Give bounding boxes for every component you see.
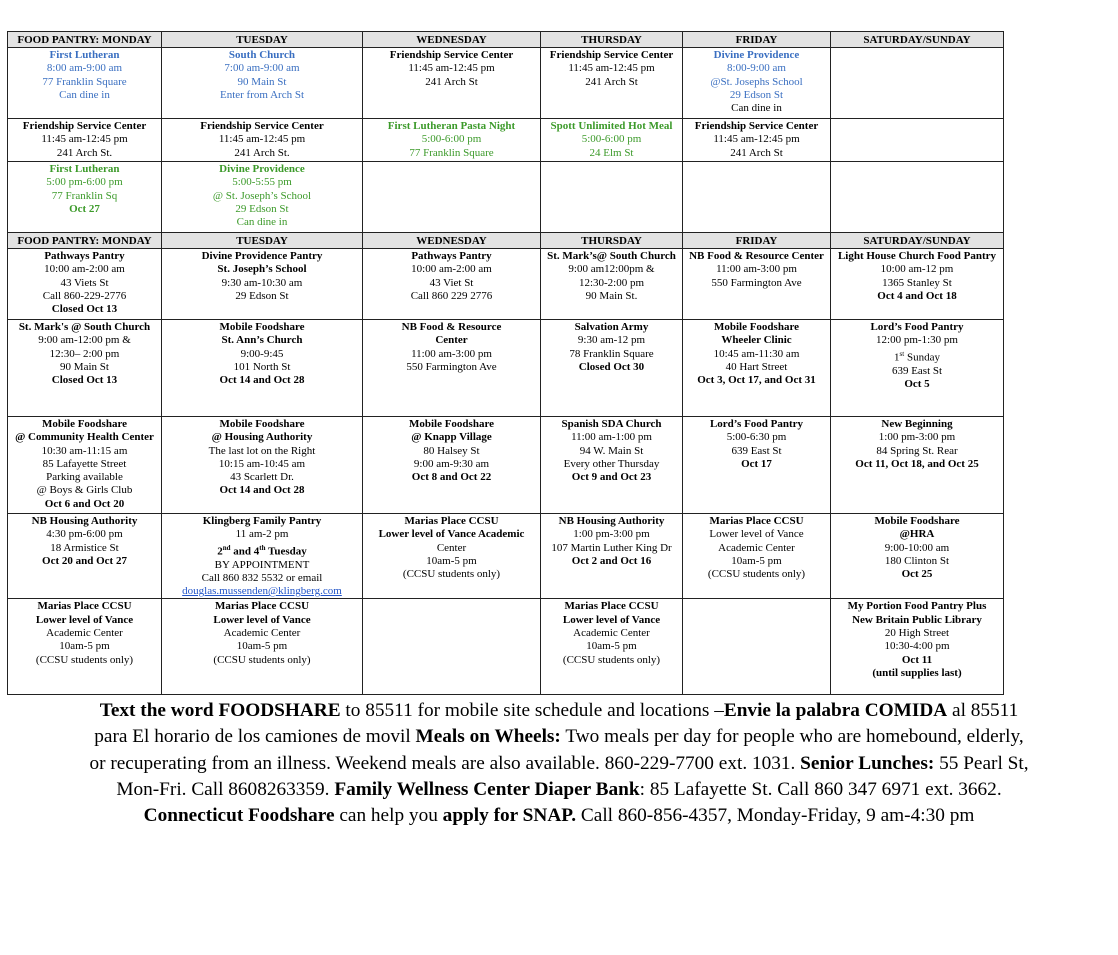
pantry-detail: 8:00 am-9:00 am <box>46 62 123 75</box>
pantry-detail: 9:30 am-12 pm <box>577 334 646 347</box>
pantry-detail: 94 W. Main St <box>579 444 644 457</box>
pantry-detail: Oct 9 and Oct 23 <box>571 471 652 484</box>
header-row <box>8 233 1004 249</box>
pantry-detail: 40 Hart Street <box>725 360 788 373</box>
header-thursday: THURSDAY <box>541 32 683 48</box>
pantry-detail: 90 Main St <box>60 360 109 373</box>
cell-wednesday <box>363 514 541 599</box>
pantry-detail: 7:00 am-9:00 am <box>224 62 300 75</box>
pantry-detail: 43 Viet St <box>429 276 474 289</box>
schedule-row <box>8 162 1004 233</box>
pantry-detail: Academic Center <box>223 627 301 640</box>
pantry-detail: Oct 4 and Oct 18 <box>877 289 957 302</box>
pantry-detail: 10:00 am-2:00 am <box>44 263 125 276</box>
pantry-detail: 11:00 am-3:00 pm <box>411 347 492 360</box>
pantry-name: Light House Church Food Pantry <box>837 250 997 262</box>
schedule-row <box>8 514 1004 599</box>
pantry-detail: 550 Farmington Ave <box>406 360 497 373</box>
cell-thursday <box>541 48 683 119</box>
pantry-detail: Oct 20 and Oct 27 <box>42 554 127 567</box>
pantry-detail: Parking available <box>46 471 123 484</box>
pantry-detail: Oct 5 <box>904 377 930 390</box>
pantry-detail: 10:45 am-11:30 am <box>713 347 800 360</box>
pantry-detail: 84 Spring St. Rear <box>876 444 958 457</box>
pantry-detail: (CCSU students only) <box>562 653 661 666</box>
pantry-detail: Lower level of Vance <box>35 613 134 626</box>
pantry-name: Lord’s Food Pantry <box>709 418 804 430</box>
pantry-detail: Oct 17 <box>741 457 772 470</box>
schedule-row <box>8 249 1004 320</box>
pantry-name: Lord’s Food Pantry <box>870 321 964 333</box>
pantry-name: Marias Place CCSU <box>214 600 310 613</box>
schedule-row <box>8 320 1004 417</box>
footer-text: para El horario de los camiones de movil <box>94 726 416 748</box>
footer-line <box>0 751 1118 777</box>
schedule-row <box>8 417 1004 514</box>
pantry-detail: Oct 3, Oct 17, and Oct 31 <box>697 374 816 387</box>
cell-tuesday <box>162 417 363 514</box>
cell-monday <box>8 249 162 320</box>
pantry-detail: 10:15 am-10:45 am <box>218 457 306 470</box>
pantry-detail: (until supplies last) <box>872 666 962 679</box>
pantry-detail: 90 Main St <box>237 75 287 88</box>
header-friday: FRIDAY <box>683 32 831 48</box>
pantry-detail: 10am-5 pm <box>59 640 110 653</box>
pantry-detail: Oct 14 and Oct 28 <box>219 374 305 387</box>
pantry-detail: 9:00 am-12:00 pm & <box>38 334 131 347</box>
footer-line <box>0 777 1118 803</box>
cell-friday <box>683 320 831 417</box>
footer-text: : 85 Lafayette St. Call 860 347 6971 ext. 3662. <box>639 778 1002 800</box>
pantry-detail: 18 Armistice St <box>50 541 119 554</box>
footer-line <box>0 803 1118 829</box>
pantry-detail: @ Community Health Center <box>15 431 154 444</box>
pantry-detail: Can dine in <box>731 102 782 115</box>
pantry-name: Mobile Foodshare <box>219 321 305 333</box>
pantry-detail: 11:45 am-12:45 pm <box>568 62 655 75</box>
footer-text: Two meals per day for people who are homebound, elderly, <box>560 726 1024 748</box>
cell-monday <box>8 320 162 417</box>
pantry-detail: 12:00 pm-1:30 pm <box>876 334 958 347</box>
pantry-detail: (CCSU students only) <box>213 653 311 666</box>
pantry-name: Friendship Service Center <box>200 120 324 132</box>
cell-thursday <box>541 599 683 695</box>
food-pantry-schedule-table <box>7 31 1004 695</box>
pantry-detail: 80 Halsey St <box>423 444 480 457</box>
pantry-name: Divine Providence Pantry <box>201 250 323 262</box>
cell-monday <box>8 48 162 119</box>
pantry-detail: 5:00-6:30 pm <box>726 431 787 444</box>
cell-weekend <box>831 119 1004 162</box>
pantry-detail: 1365 Stanley St <box>882 276 952 289</box>
pantry-detail: 11:45 am-12:45 pm <box>218 133 306 146</box>
pantry-detail: 5:00-6:00 pm <box>581 133 642 146</box>
header-monday: FOOD PANTRY: MONDAY <box>8 32 162 48</box>
pantry-detail: Call 860 832 5532 or email <box>201 571 323 584</box>
pantry-detail: Academic Center <box>718 541 795 554</box>
pantry-name: Pathways Pantry <box>411 250 492 262</box>
footer-highlight: Family Wellness Center Diaper Bank <box>334 778 640 800</box>
pantry-detail: Oct 2 and Oct 16 <box>571 554 652 567</box>
pantry-detail: 10am-5 pm <box>731 554 782 567</box>
header-friday: FRIDAY <box>683 233 831 249</box>
cell-friday <box>683 249 831 320</box>
pantry-detail: 5:00-6:00 pm <box>421 133 482 146</box>
pantry-detail: 180 Clinton St <box>884 554 950 567</box>
header-wednesday: WEDNESDAY <box>363 32 541 48</box>
cell-monday <box>8 119 162 162</box>
pantry-name: NB Food & Resource Center <box>689 250 824 262</box>
cell-weekend <box>831 599 1004 695</box>
pantry-name: Spanish SDA Church <box>561 418 662 430</box>
cell-wednesday <box>363 599 541 695</box>
pantry-detail: 1:00 pm-3:00 pm <box>878 431 956 444</box>
pantry-detail: The last lot on the Right <box>208 444 316 457</box>
header-tuesday: TUESDAY <box>162 32 363 48</box>
cell-tuesday <box>162 320 363 417</box>
pantry-name: Salvation Army <box>574 321 649 333</box>
pantry-detail: 2nd and 4th Tuesday <box>217 543 307 558</box>
cell-thursday <box>541 417 683 514</box>
pantry-name: Divine Providence <box>219 163 305 175</box>
cell-weekend <box>831 320 1004 417</box>
pantry-detail: 107 Martin Luther King Dr <box>551 541 672 554</box>
cell-friday <box>683 162 831 233</box>
pantry-detail: Academic Center <box>46 627 123 640</box>
cell-tuesday <box>162 119 363 162</box>
pantry-detail: 10:00 am-12 pm <box>880 263 954 276</box>
pantry-detail: 9:00-9:45 <box>240 347 284 360</box>
pantry-detail: 241 Arch St <box>585 75 638 88</box>
header-weekend: SATURDAY/SUNDAY <box>831 233 1004 249</box>
pantry-detail: 10am-5 pm <box>236 640 288 653</box>
pantry-detail: 24 Elm St <box>589 146 634 159</box>
header-wednesday: WEDNESDAY <box>363 233 541 249</box>
pantry-name: Mobile Foodshare <box>219 418 305 430</box>
pantry-detail: St. Ann’s Church <box>221 334 303 347</box>
pantry-name: My Portion Food Pantry Plus <box>847 600 987 613</box>
pantry-detail: 10:00 am-2:00 am <box>411 263 492 276</box>
pantry-detail: 77 Franklin Square <box>42 75 127 88</box>
cell-thursday <box>541 162 683 233</box>
footer-highlight: Senior Lunches: <box>800 752 935 774</box>
footer-text: 55 Pearl St, <box>934 752 1029 774</box>
pantry-detail: 10am-5 pm <box>586 640 637 653</box>
pantry-detail: St. Joseph’s School <box>217 263 307 276</box>
pantry-name: Klingberg Family Pantry <box>202 515 322 527</box>
cell-weekend <box>831 514 1004 599</box>
pantry-detail: Closed Oct 30 <box>578 360 645 373</box>
pantry-detail: (CCSU students only) <box>707 568 806 581</box>
cell-thursday <box>541 320 683 417</box>
cell-wednesday <box>363 249 541 320</box>
pantry-name: Mobile Foodshare <box>408 418 495 430</box>
cell-friday <box>683 119 831 162</box>
pantry-detail: 11:00 am-1:00 pm <box>571 431 652 444</box>
footer-text: Call 860-856-4357, Monday-Friday, 9 am-4:30 pm <box>576 805 975 827</box>
cell-monday <box>8 417 162 514</box>
cell-friday <box>683 48 831 119</box>
cell-tuesday <box>162 599 363 695</box>
pantry-detail: Center <box>435 334 468 347</box>
pantry-detail: 29 Edson St <box>235 289 289 302</box>
cell-tuesday <box>162 162 363 233</box>
pantry-detail: 9:00-10:00 am <box>884 541 950 554</box>
footer-text: al 85511 <box>947 700 1019 721</box>
footer-highlight: Connecticut Foodshare <box>143 805 335 827</box>
pantry-name: Friendship Service Center <box>549 49 674 61</box>
pantry-name: Spott Unlimited Hot Meal <box>550 120 673 132</box>
footer-highlight: Envie la palabra COMIDA <box>723 700 948 721</box>
cell-wednesday <box>363 162 541 233</box>
pantry-detail: @ Housing Authority <box>211 431 313 444</box>
pantry-name: Pathways Pantry <box>44 250 125 262</box>
cell-tuesday <box>162 514 363 599</box>
pantry-detail: Lower level of Vance Academic <box>378 528 525 541</box>
pantry-detail: Every other Thursday <box>563 457 660 470</box>
footer-text: to 85511 for mobile site schedule and locations – <box>340 700 724 721</box>
schedule-row <box>8 119 1004 162</box>
pantry-detail: 4:30 pm-6:00 pm <box>46 528 123 541</box>
pantry-name: First Lutheran Pasta Night <box>387 120 516 132</box>
pantry-detail: New Britain Public Library <box>852 613 982 626</box>
pantry-detail: @ Boys & Girls Club <box>36 484 133 497</box>
pantry-detail: Closed Oct 13 <box>51 303 118 316</box>
pantry-name: Divine Providence <box>713 49 800 61</box>
footer-text: can help you <box>334 805 443 827</box>
header-weekend: SATURDAY/SUNDAY <box>831 32 1004 48</box>
pantry-name: South Church <box>228 49 296 61</box>
pantry-name: Marias Place CCSU <box>709 515 804 527</box>
pantry-detail: 12:30-2:00 pm <box>578 276 645 289</box>
pantry-name: St. Mark's @ South Church <box>18 321 151 333</box>
pantry-name: New Beginning <box>881 418 953 430</box>
pantry-name: Marias Place CCSU <box>404 515 499 527</box>
header-monday: FOOD PANTRY: MONDAY <box>8 233 162 249</box>
pantry-detail: (CCSU students only) <box>402 568 501 581</box>
pantry-detail: 5:00-5:55 pm <box>232 176 292 189</box>
pantry-name: St. Mark’s@ South Church <box>547 250 676 262</box>
pantry-detail: Lower level of Vance <box>562 613 661 626</box>
cell-monday <box>8 599 162 695</box>
footer-highlight: apply for SNAP. <box>442 805 577 827</box>
cell-tuesday <box>162 249 363 320</box>
pantry-name: Friendship Service Center <box>389 49 514 61</box>
footer-line <box>0 724 1118 750</box>
pantry-detail: 78 Franklin Square <box>569 347 654 360</box>
pantry-detail: 43 Scarlett Dr. <box>230 471 294 484</box>
pantry-detail: Academic Center <box>573 627 650 640</box>
footer-line <box>0 698 1118 724</box>
pantry-detail: Wheeler Clinic <box>721 334 792 347</box>
pantry-detail: 10:30 am-11:15 am <box>41 444 128 457</box>
pantry-detail: Closed Oct 13 <box>51 374 118 387</box>
pantry-detail: Call 860-229-2776 <box>42 289 127 302</box>
pantry-detail: 8:00-9:00 am <box>727 62 786 75</box>
pantry-detail: 9:30 am-10:30 am <box>221 276 303 289</box>
pantry-detail: 5:00 pm-6:00 pm <box>46 176 123 189</box>
footer-text: Mon-Fri. Call 8608263359. <box>116 778 335 800</box>
pantry-name: Mobile Foodshare <box>713 321 800 333</box>
pantry-detail: Oct 27 <box>69 202 100 215</box>
pantry-name: NB Food & Resource <box>401 321 502 333</box>
pantry-detail: (CCSU students only) <box>35 653 134 666</box>
cell-weekend <box>831 249 1004 320</box>
pantry-detail: 29 Edson St <box>729 88 784 101</box>
footer-text: or recuperating from an illness. Weekend meals are also available. 860-229-7700 ext. 1031. <box>89 752 801 774</box>
header-thursday: THURSDAY <box>541 233 683 249</box>
cell-thursday <box>541 514 683 599</box>
pantry-detail: Oct 25 <box>901 568 933 581</box>
pantry-detail: @HRA <box>899 528 935 541</box>
pantry-detail: Lower level of Vance <box>709 528 804 541</box>
cell-friday <box>683 417 831 514</box>
pantry-detail: 550 Farmington Ave <box>711 276 802 289</box>
pantry-detail: 639 East St <box>731 444 782 457</box>
pantry-detail: 9:00 am-9:30 am <box>413 457 490 470</box>
pantry-detail: Can dine in <box>236 216 288 229</box>
pantry-detail: Call 860 229 2776 <box>410 289 493 302</box>
pantry-detail: 11:45 am-12:45 pm <box>41 133 128 146</box>
pantry-detail: 10am-5 pm <box>426 554 477 567</box>
cell-monday <box>8 514 162 599</box>
cell-wednesday <box>363 417 541 514</box>
footer-highlight: Meals on Wheels: <box>415 726 561 748</box>
pantry-detail: 43 Viets St <box>60 276 109 289</box>
pantry-detail: @ Knapp Village <box>411 431 492 444</box>
pantry-detail: 101 North St <box>233 360 291 373</box>
header-tuesday: TUESDAY <box>162 233 363 249</box>
pantry-detail: Can dine in <box>59 88 110 101</box>
pantry-detail: 1st Sunday <box>894 349 940 364</box>
pantry-detail: Center <box>436 541 467 554</box>
cell-weekend <box>831 48 1004 119</box>
pantry-detail: Oct 6 and Oct 20 <box>44 497 125 510</box>
pantry-detail: 241 Arch St. <box>234 146 290 159</box>
pantry-detail: 12:30– 2:00 pm <box>49 347 120 360</box>
pantry-detail: @ St. Joseph’s School <box>212 189 312 202</box>
pantry-detail: Enter from Arch St <box>219 88 304 101</box>
footer-info <box>0 698 1118 829</box>
pantry-name: Mobile Foodshare <box>41 418 128 430</box>
pantry-detail: 11 am-2 pm <box>235 528 289 541</box>
pantry-detail: 241 Arch St <box>425 75 478 88</box>
pantry-name: Marias Place CCSU <box>564 600 659 613</box>
pantry-name: Friendship Service Center <box>22 120 147 132</box>
cell-friday <box>683 514 831 599</box>
pantry-detail: 639 East St <box>891 364 943 377</box>
pantry-name: NB Housing Authority <box>31 515 138 527</box>
pantry-detail: 241 Arch St <box>730 146 783 159</box>
pantry-detail: 77 Franklin Square <box>409 146 494 159</box>
pantry-name: Mobile Foodshare <box>874 515 960 527</box>
pantry-detail: Oct 11 <box>901 653 933 666</box>
pantry-detail: 20 High Street <box>884 627 950 640</box>
pantry-detail: 11:45 am-12:45 pm <box>713 133 800 146</box>
pantry-detail: BY APPOINTMENT <box>214 558 310 571</box>
pantry-name: Friendship Service Center <box>694 120 819 132</box>
cell-weekend <box>831 417 1004 514</box>
header-row <box>8 32 1004 48</box>
cell-friday <box>683 599 831 695</box>
cell-wednesday <box>363 48 541 119</box>
pantry-name: First Lutheran <box>49 49 120 61</box>
pantry-detail: Oct 11, Oct 18, and Oct 25 <box>855 457 979 470</box>
cell-monday <box>8 162 162 233</box>
pantry-detail: 11:45 am-12:45 pm <box>408 62 495 75</box>
cell-thursday <box>541 249 683 320</box>
pantry-detail: Lower level of Vance <box>213 613 311 626</box>
cell-tuesday <box>162 48 363 119</box>
schedule-row <box>8 599 1004 695</box>
pantry-detail: 77 Franklin Sq <box>51 189 118 202</box>
pantry-detail: Oct 14 and Oct 28 <box>219 484 305 497</box>
cell-thursday <box>541 119 683 162</box>
pantry-detail: @St. Josephs School <box>710 75 803 88</box>
pantry-detail: 11:00 am-3:00 pm <box>716 263 797 276</box>
pantry-detail: 29 Edson St <box>235 202 289 215</box>
cell-wednesday <box>363 320 541 417</box>
pantry-detail: 1:00 pm-3:00 pm <box>573 528 650 541</box>
pantry-name: Marias Place CCSU <box>37 600 132 613</box>
schedule-row <box>8 48 1004 119</box>
pantry-detail: 10:30-4:00 pm <box>884 640 950 653</box>
pantry-detail: 90 Main St. <box>585 289 638 302</box>
pantry-detail: Oct 8 and Oct 22 <box>411 471 492 484</box>
footer-highlight: Text the word FOODSHARE <box>99 700 341 721</box>
cell-weekend <box>831 162 1004 233</box>
pantry-name: First Lutheran <box>49 163 120 175</box>
pantry-detail: 85 Lafayette Street <box>42 457 127 470</box>
cell-wednesday <box>363 119 541 162</box>
pantry-detail: 9:00 am12:00pm & <box>568 263 655 276</box>
pantry-name: NB Housing Authority <box>558 515 665 527</box>
email-link[interactable]: douglas.mussenden@klingberg.com <box>182 585 342 598</box>
pantry-detail: 241 Arch St. <box>56 146 113 159</box>
